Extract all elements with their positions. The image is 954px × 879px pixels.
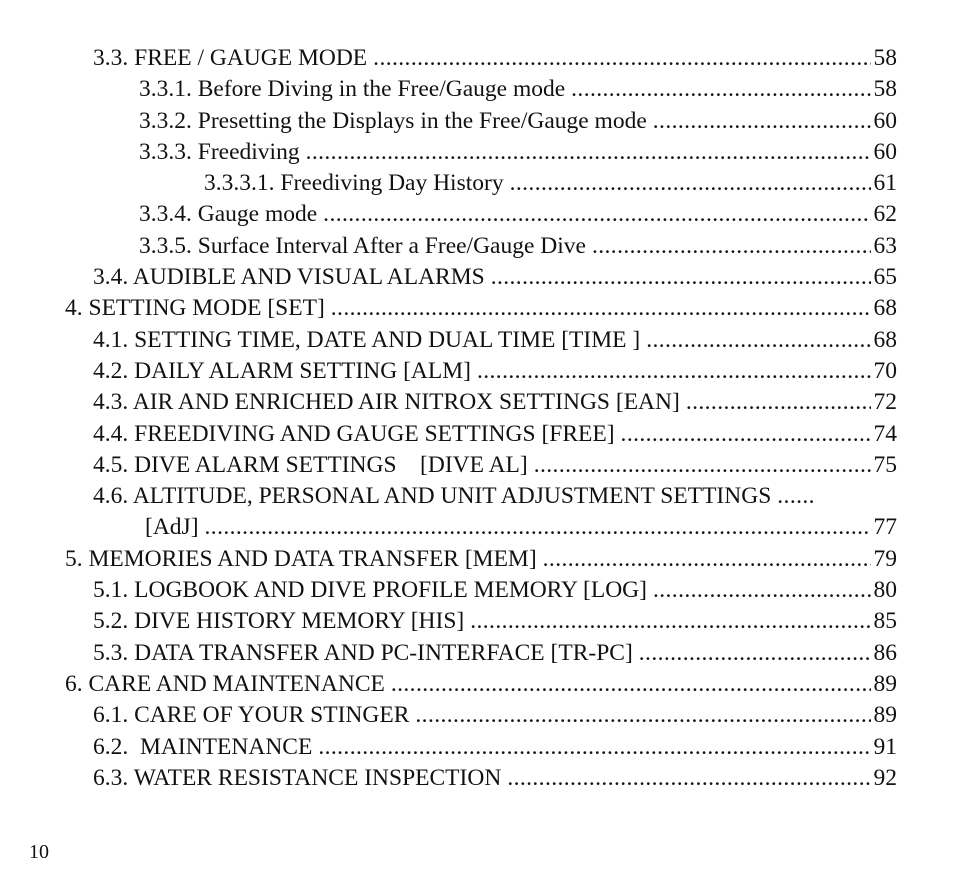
toc-page-number: 61: [873, 170, 897, 197]
toc-entry: [0, 575, 954, 606]
toc-entry: [0, 638, 954, 669]
toc-entry: [0, 387, 954, 418]
toc-entry: [0, 137, 954, 168]
toc-page-number: 91: [873, 733, 897, 760]
toc-entry-line: [93, 419, 897, 450]
toc-entry-line: [65, 669, 897, 700]
toc-leader-dots: [205, 512, 871, 543]
toc-page-number: 58: [873, 76, 897, 103]
toc-entry: [0, 763, 954, 794]
toc-page-number: 58: [873, 45, 897, 71]
toc-leader-dots: [592, 231, 871, 262]
toc-entry: [0, 450, 954, 481]
toc-entry: [0, 669, 954, 700]
toc-leader-dots: [639, 638, 871, 669]
toc-entry-line: [139, 137, 897, 168]
toc-page-number: 68: [873, 326, 897, 353]
toc-entry-line: [93, 606, 897, 637]
toc-entry-title: 5.1. LOGBOOK AND DIVE PROFILE MEMORY [LOG]: [93, 577, 647, 604]
toc-entry-line: [204, 168, 897, 199]
toc-leader-dots: [571, 74, 870, 105]
toc-leader-dots: [507, 763, 870, 794]
toc-page-number: 65: [873, 264, 897, 291]
toc-leader-dots: ......: [777, 483, 815, 510]
toc-entry-line: [65, 544, 897, 575]
toc-entry-title: 3.3.3.1. Freediving Day History: [204, 170, 504, 197]
toc-entry-title: [AdJ]: [145, 514, 199, 541]
toc-entry-line: [139, 74, 897, 105]
toc-leader-dots: [373, 43, 870, 74]
toc-page-number: 79: [873, 545, 897, 572]
toc-leader-dots: [477, 356, 871, 387]
toc-entry-title: 5.3. DATA TRANSFER AND PC-INTERFACE [TR-PC]: [93, 639, 633, 666]
toc-page-number: 72: [873, 389, 897, 416]
toc-entry-line: [93, 638, 897, 669]
toc-entry-title: 6. CARE AND MAINTENANCE: [65, 670, 385, 697]
toc-entry: [0, 512, 954, 543]
toc-entry-line: [93, 43, 897, 74]
toc-leader-dots: [491, 262, 871, 293]
toc-page-number: 86: [873, 639, 897, 666]
toc-entry: [0, 419, 954, 450]
toc-leader-dots: [510, 168, 871, 199]
toc-entry-line: [93, 356, 897, 387]
toc-entry-line: [93, 481, 897, 512]
toc-entry-title: 3.3.5. Surface Interval After a Free/Gauge Dive: [139, 232, 586, 259]
toc-page-number: 75: [873, 451, 897, 478]
toc-entry-line: [145, 512, 897, 543]
toc-leader-dots: [391, 669, 871, 700]
toc-entry: [0, 262, 954, 293]
toc-page-number: 92: [873, 764, 897, 791]
toc-page-number: 60: [873, 138, 897, 165]
toc-entry-title: 4.3. AIR AND ENRICHED AIR NITROX SETTINGS [EAN]: [93, 389, 680, 416]
toc-entry: [0, 606, 954, 637]
toc-entry-line: [65, 293, 897, 324]
toc-entry-title: 6.3. WATER RESISTANCE INSPECTION: [93, 764, 502, 791]
toc-entry: [0, 74, 954, 105]
toc-entry-title: 5.2. DIVE HISTORY MEMORY [HIS]: [93, 608, 465, 635]
toc-entry-title: 4. SETTING MODE [SET]: [65, 295, 325, 322]
toc-leader-dots: [323, 199, 870, 230]
toc-leader-dots: [318, 732, 870, 763]
toc-entry: [0, 700, 954, 731]
toc-entry: [0, 293, 954, 324]
toc-page-number: 63: [873, 232, 897, 259]
toc-entry: [0, 732, 954, 763]
toc-entry: [0, 481, 954, 512]
toc-entry-line: [93, 763, 897, 794]
toc-entry-title: 4.6. ALTITUDE, PERSONAL AND UNIT ADJUSTMENT SETTINGS: [93, 483, 772, 510]
toc-entry-line: [93, 325, 897, 356]
toc-entry: [0, 106, 954, 137]
toc-entry: [0, 168, 954, 199]
toc-leader-dots: [653, 106, 871, 137]
toc-entry-line: [93, 732, 897, 763]
toc-entry-title: 4.4. FREEDIVING AND GAUGE SETTINGS [FREE]: [93, 420, 615, 447]
table-of-contents: [0, 43, 954, 794]
toc-entry-title: 3.3. FREE / GAUGE MODE: [93, 45, 368, 71]
toc-entry: [0, 231, 954, 262]
toc-page-number: 74: [873, 420, 897, 447]
toc-page-number: 77: [873, 514, 897, 541]
toc-entry-line: [93, 575, 897, 606]
toc-entry-title: 3.3.2. Presetting the Displays in the Free/Gauge mode: [139, 107, 647, 134]
toc-leader-dots: [621, 419, 871, 450]
toc-entry-title: 6.2. MAINTENANCE: [93, 733, 313, 760]
toc-page-number: 85: [873, 608, 897, 635]
toc-entry-title: 5. MEMORIES AND DATA TRANSFER [MEM]: [65, 545, 537, 572]
toc-entry: [0, 199, 954, 230]
toc-entry-title: 4.2. DAILY ALARM SETTING [ALM]: [93, 357, 471, 384]
toc-entry-title: 4.5. DIVE ALARM SETTINGS [DIVE AL]: [93, 451, 528, 478]
toc-leader-dots: [653, 575, 871, 606]
toc-entry: [0, 325, 954, 356]
toc-page-number: 89: [873, 702, 897, 729]
toc-entry-line: [93, 262, 897, 293]
toc-page-number: 70: [873, 357, 897, 384]
toc-entry: [0, 43, 954, 74]
toc-leader-dots: [543, 544, 871, 575]
toc-leader-dots: [470, 606, 870, 637]
toc-leader-dots: [331, 293, 871, 324]
toc-entry-title: 3.3.3. Freediving: [139, 138, 300, 165]
toc-page-number: 60: [873, 107, 897, 134]
toc-entry-title: 3.3.4. Gauge mode: [139, 201, 318, 228]
toc-entry-line: [139, 231, 897, 262]
toc-entry-title: 6.1. CARE OF YOUR STINGER: [93, 702, 410, 729]
toc-leader-dots: [646, 325, 870, 356]
toc-entry-line: [139, 106, 897, 137]
toc-leader-dots: [415, 700, 870, 731]
toc-entry-line: [93, 387, 897, 418]
toc-page-number: 62: [873, 201, 897, 228]
toc-leader-dots: [534, 450, 871, 481]
toc-entry: [0, 356, 954, 387]
toc-entry-line: [93, 700, 897, 731]
toc-entry-title: 3.4. AUDIBLE AND VISUAL ALARMS: [93, 264, 485, 291]
toc-page-number: 89: [873, 670, 897, 697]
toc-entry-title: 4.1. SETTING TIME, DATE AND DUAL TIME [TIME ]: [93, 326, 641, 353]
toc-entry-title: 3.3.1. Before Diving in the Free/Gauge mode: [139, 76, 566, 103]
toc-page-number: 80: [873, 577, 897, 604]
toc-page-number: 68: [873, 295, 897, 322]
toc-entry-line: [139, 199, 897, 230]
toc-leader-dots: [686, 387, 871, 418]
toc-entry-line: [93, 450, 897, 481]
page-number: 10: [29, 841, 49, 863]
toc-entry: [0, 544, 954, 575]
toc-leader-dots: [306, 137, 871, 168]
